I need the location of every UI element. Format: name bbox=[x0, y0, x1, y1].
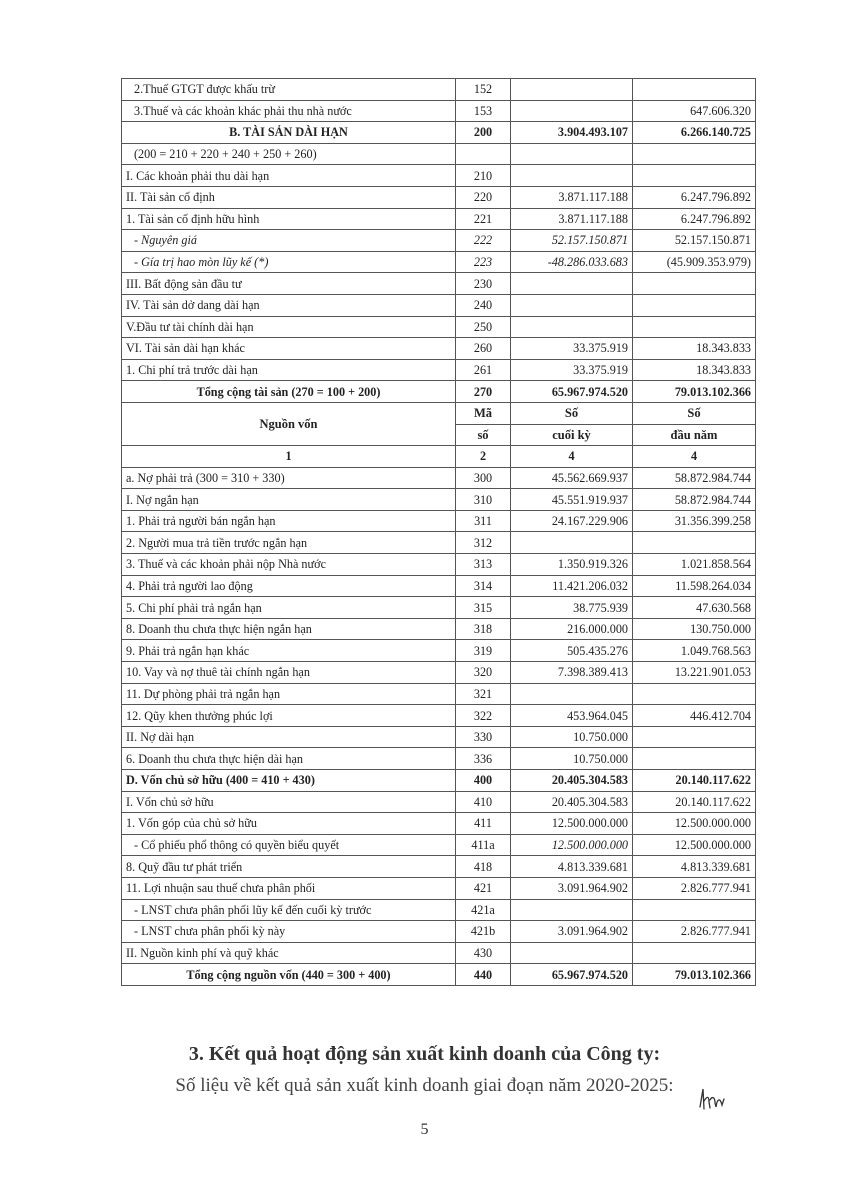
table-row bbox=[122, 510, 756, 532]
row-end-value: 12.500.000.000 bbox=[511, 813, 633, 835]
row-code: 250 bbox=[456, 316, 511, 338]
row-begin-value bbox=[633, 79, 756, 101]
table-row bbox=[122, 251, 756, 273]
row-label: I. Vốn chủ sở hữu bbox=[122, 791, 456, 813]
row-end-value: 216.000.000 bbox=[511, 618, 633, 640]
row-code: 270 bbox=[456, 381, 511, 403]
row-end-value: 38.775.939 bbox=[511, 597, 633, 619]
row-begin-value bbox=[633, 942, 756, 964]
row-end-value: 33.375.919 bbox=[511, 359, 633, 381]
row-code: 330 bbox=[456, 726, 511, 748]
row-begin-value: 52.157.150.871 bbox=[633, 230, 756, 252]
row-end-value: 10.750.000 bbox=[511, 748, 633, 770]
row-label: 11. Lợi nhuận sau thuế chưa phân phối bbox=[122, 877, 456, 899]
header-row bbox=[122, 402, 756, 424]
row-label: B. TÀI SẢN DÀI HẠN bbox=[122, 122, 456, 144]
row-code: 222 bbox=[456, 230, 511, 252]
row-end-value: 11.421.206.032 bbox=[511, 575, 633, 597]
table-row bbox=[122, 208, 756, 230]
table-row bbox=[122, 705, 756, 727]
row-begin-value: 6.247.796.892 bbox=[633, 186, 756, 208]
table-row bbox=[122, 532, 756, 554]
row-end-value: 45.562.669.937 bbox=[511, 467, 633, 489]
row-begin-value bbox=[633, 899, 756, 921]
row-label: 2. Người mua trả tiền trước ngắn hạn bbox=[122, 532, 456, 554]
row-code: 319 bbox=[456, 640, 511, 662]
row-code: 400 bbox=[456, 770, 511, 792]
row-code bbox=[456, 143, 511, 165]
row-label: 12. Qũy khen thưởng phúc lợi bbox=[122, 705, 456, 727]
row-begin-value: 79.013.102.366 bbox=[633, 381, 756, 403]
row-end-value bbox=[511, 143, 633, 165]
row-end-value: 12.500.000.000 bbox=[511, 834, 633, 856]
row-code: 300 bbox=[456, 467, 511, 489]
row-begin-value: 6.266.140.725 bbox=[633, 122, 756, 144]
row-begin-value: (45.909.353.979) bbox=[633, 251, 756, 273]
row-label: VI. Tài sản dài hạn khác bbox=[122, 338, 456, 360]
row-code: 421a bbox=[456, 899, 511, 921]
row-label: I. Các khoản phải thu dài hạn bbox=[122, 165, 456, 187]
table-row bbox=[122, 316, 756, 338]
row-end-value bbox=[511, 683, 633, 705]
table-row bbox=[122, 856, 756, 878]
balance-sheet-table bbox=[121, 78, 755, 986]
table-row bbox=[122, 230, 756, 252]
row-label: 1. Phải trả người bán ngắn hạn bbox=[122, 510, 456, 532]
row-code: 210 bbox=[456, 165, 511, 187]
header-source: Nguồn vốn bbox=[122, 402, 456, 445]
table-row bbox=[122, 662, 756, 684]
row-label: III. Bất động sản đầu tư bbox=[122, 273, 456, 295]
header-end-2: cuối kỳ bbox=[511, 424, 633, 446]
row-end-value: 4.813.339.681 bbox=[511, 856, 633, 878]
table-row bbox=[122, 618, 756, 640]
row-code: 311 bbox=[456, 510, 511, 532]
row-begin-value: 12.500.000.000 bbox=[633, 834, 756, 856]
table-row bbox=[122, 899, 756, 921]
row-begin-value: 446.412.704 bbox=[633, 705, 756, 727]
row-begin-value: 31.356.399.258 bbox=[633, 510, 756, 532]
row-code: 421b bbox=[456, 921, 511, 943]
row-end-value: 1.350.919.326 bbox=[511, 554, 633, 576]
header-begin-1: Số bbox=[633, 402, 756, 424]
row-code: 261 bbox=[456, 359, 511, 381]
row-code: 410 bbox=[456, 791, 511, 813]
colnum-2: 2 bbox=[456, 446, 511, 468]
row-label: - LNST chưa phân phối kỳ này bbox=[122, 921, 456, 943]
row-code: 318 bbox=[456, 618, 511, 640]
table-row bbox=[122, 683, 756, 705]
row-end-value: 7.398.389.413 bbox=[511, 662, 633, 684]
row-end-value: 453.964.045 bbox=[511, 705, 633, 727]
liabilities-header bbox=[122, 402, 756, 467]
row-label: - Gía trị hao mòn lũy kế (*) bbox=[122, 251, 456, 273]
row-code: 220 bbox=[456, 186, 511, 208]
table-row bbox=[122, 726, 756, 748]
row-label: I. Nợ ngắn hạn bbox=[122, 489, 456, 511]
row-code: 315 bbox=[456, 597, 511, 619]
row-label: 11. Dự phòng phải trả ngắn hạn bbox=[122, 683, 456, 705]
row-code: 240 bbox=[456, 294, 511, 316]
row-end-value: 10.750.000 bbox=[511, 726, 633, 748]
row-end-value: 3.871.117.188 bbox=[511, 208, 633, 230]
table-row bbox=[122, 770, 756, 792]
table-row bbox=[122, 273, 756, 295]
row-label: 6. Doanh thu chưa thực hiện dài hạn bbox=[122, 748, 456, 770]
row-begin-value bbox=[633, 165, 756, 187]
row-begin-value: 1.021.858.564 bbox=[633, 554, 756, 576]
row-begin-value: 20.140.117.622 bbox=[633, 770, 756, 792]
table-row bbox=[122, 791, 756, 813]
row-code: 336 bbox=[456, 748, 511, 770]
section-title: 3. Kết quả hoạt động sản xuất kinh doanh của Công ty: bbox=[188, 1043, 661, 1065]
row-code: 153 bbox=[456, 100, 511, 122]
header-code-2: số bbox=[456, 424, 511, 446]
table-row bbox=[122, 467, 756, 489]
row-begin-value: 6.247.796.892 bbox=[633, 208, 756, 230]
table-row bbox=[122, 554, 756, 576]
row-code: 421 bbox=[456, 877, 511, 899]
table-row bbox=[122, 143, 756, 165]
table-row bbox=[122, 640, 756, 662]
row-code: 230 bbox=[456, 273, 511, 295]
row-begin-value: 20.140.117.622 bbox=[633, 791, 756, 813]
row-end-value: 33.375.919 bbox=[511, 338, 633, 360]
row-code: 152 bbox=[456, 79, 511, 101]
table-row bbox=[122, 122, 756, 144]
row-begin-value: 18.343.833 bbox=[633, 338, 756, 360]
row-label: II. Nợ dài hạn bbox=[122, 726, 456, 748]
colnum-1: 1 bbox=[122, 446, 456, 468]
row-label: 5. Chi phí phải trả ngắn hạn bbox=[122, 597, 456, 619]
row-code: 320 bbox=[456, 662, 511, 684]
table-row bbox=[122, 359, 756, 381]
row-end-value: 65.967.974.520 bbox=[511, 381, 633, 403]
row-end-value: 505.435.276 bbox=[511, 640, 633, 662]
row-label: IV. Tài sản dở dang dài hạn bbox=[122, 294, 456, 316]
row-begin-value bbox=[633, 316, 756, 338]
table-row bbox=[122, 597, 756, 619]
row-label: 9. Phải trả ngắn hạn khác bbox=[122, 640, 456, 662]
row-begin-value bbox=[633, 143, 756, 165]
row-label: 8. Doanh thu chưa thực hiện ngắn hạn bbox=[122, 618, 456, 640]
row-code: 430 bbox=[456, 942, 511, 964]
row-end-value: 65.967.974.520 bbox=[511, 964, 633, 986]
row-label: II. Nguồn kinh phí và quỹ khác bbox=[122, 942, 456, 964]
row-end-value: 24.167.229.906 bbox=[511, 510, 633, 532]
table-row bbox=[122, 165, 756, 187]
row-code: 322 bbox=[456, 705, 511, 727]
row-label: 3. Thuế và các khoản phải nộp Nhà nước bbox=[122, 554, 456, 576]
row-end-value: 3.904.493.107 bbox=[511, 122, 633, 144]
row-label: (200 = 210 + 220 + 240 + 250 + 260) bbox=[122, 143, 456, 165]
signature-mark bbox=[697, 1087, 729, 1111]
row-label: Tổng cộng nguồn vốn (440 = 300 + 400) bbox=[122, 964, 456, 986]
row-code: 440 bbox=[456, 964, 511, 986]
row-end-value bbox=[511, 942, 633, 964]
table-row bbox=[122, 489, 756, 511]
row-begin-value: 2.826.777.941 bbox=[633, 877, 756, 899]
row-end-value bbox=[511, 532, 633, 554]
row-code: 314 bbox=[456, 575, 511, 597]
row-begin-value: 1.049.768.563 bbox=[633, 640, 756, 662]
row-label: a. Nợ phải trả (300 = 310 + 330) bbox=[122, 467, 456, 489]
row-end-value: 20.405.304.583 bbox=[511, 791, 633, 813]
table-row bbox=[122, 186, 756, 208]
row-code: 223 bbox=[456, 251, 511, 273]
row-code: 312 bbox=[456, 532, 511, 554]
row-code: 321 bbox=[456, 683, 511, 705]
row-label: 8. Quỹ đầu tư phát triển bbox=[122, 856, 456, 878]
row-code: 260 bbox=[456, 338, 511, 360]
table-row bbox=[122, 877, 756, 899]
row-label: Tổng cộng tài sản (270 = 100 + 200) bbox=[122, 381, 456, 403]
row-code: 418 bbox=[456, 856, 511, 878]
page-number: 5 bbox=[420, 1121, 429, 1138]
row-begin-value: 58.872.984.744 bbox=[633, 489, 756, 511]
header-end-1: Số bbox=[511, 402, 633, 424]
balance-sheet-grid bbox=[121, 78, 756, 986]
row-begin-value: 18.343.833 bbox=[633, 359, 756, 381]
table-row bbox=[122, 921, 756, 943]
row-code: 313 bbox=[456, 554, 511, 576]
row-label: 3.Thuế và các khoản khác phải thu nhà nước bbox=[122, 100, 456, 122]
row-end-value: -48.286.033.683 bbox=[511, 251, 633, 273]
row-end-value: 3.871.117.188 bbox=[511, 186, 633, 208]
row-begin-value: 130.750.000 bbox=[633, 618, 756, 640]
row-begin-value bbox=[633, 683, 756, 705]
row-label: - Nguyên giá bbox=[122, 230, 456, 252]
colnum-3: 4 bbox=[511, 446, 633, 468]
header-code-1: Mã bbox=[456, 402, 511, 424]
table-row bbox=[122, 575, 756, 597]
row-begin-value: 47.630.568 bbox=[633, 597, 756, 619]
row-begin-value: 58.872.984.744 bbox=[633, 467, 756, 489]
row-begin-value bbox=[633, 726, 756, 748]
header-begin-2: đầu năm bbox=[633, 424, 756, 446]
row-code: 411 bbox=[456, 813, 511, 835]
row-end-value bbox=[511, 316, 633, 338]
section-text: Số liệu về kết quả sản xuất kinh doanh giai đoạn năm 2020-2025: bbox=[175, 1075, 674, 1096]
row-code: 221 bbox=[456, 208, 511, 230]
row-label: 1. Tài sản cố định hữu hình bbox=[122, 208, 456, 230]
table-row bbox=[122, 942, 756, 964]
row-begin-value: 4.813.339.681 bbox=[633, 856, 756, 878]
row-begin-value: 11.598.264.034 bbox=[633, 575, 756, 597]
colnum-4: 4 bbox=[633, 446, 756, 468]
row-begin-value bbox=[633, 748, 756, 770]
row-end-value: 45.551.919.937 bbox=[511, 489, 633, 511]
row-code: 200 bbox=[456, 122, 511, 144]
row-begin-value: 647.606.320 bbox=[633, 100, 756, 122]
row-begin-value: 13.221.901.053 bbox=[633, 662, 756, 684]
row-label: V.Đầu tư tài chính dài hạn bbox=[122, 316, 456, 338]
row-end-value bbox=[511, 79, 633, 101]
row-label: 1. Vốn góp của chủ sở hữu bbox=[122, 813, 456, 835]
liabilities-section bbox=[122, 467, 756, 985]
row-end-value: 20.405.304.583 bbox=[511, 770, 633, 792]
table-row bbox=[122, 100, 756, 122]
row-label: 2.Thuế GTGT được khấu trừ bbox=[122, 79, 456, 101]
row-end-value bbox=[511, 294, 633, 316]
row-label: D. Vốn chủ sở hữu (400 = 410 + 430) bbox=[122, 770, 456, 792]
row-label: - Cổ phiếu phổ thông có quyền biểu quyết bbox=[122, 834, 456, 856]
row-end-value bbox=[511, 165, 633, 187]
row-end-value bbox=[511, 100, 633, 122]
row-end-value: 3.091.964.902 bbox=[511, 921, 633, 943]
table-row bbox=[122, 294, 756, 316]
row-label: 4. Phải trả người lao động bbox=[122, 575, 456, 597]
assets-section bbox=[122, 79, 756, 403]
table-row bbox=[122, 79, 756, 101]
table-row bbox=[122, 813, 756, 835]
row-begin-value bbox=[633, 532, 756, 554]
row-end-value: 3.091.964.902 bbox=[511, 877, 633, 899]
table-row bbox=[122, 964, 756, 986]
table-row bbox=[122, 338, 756, 360]
row-begin-value: 12.500.000.000 bbox=[633, 813, 756, 835]
row-begin-value: 2.826.777.941 bbox=[633, 921, 756, 943]
row-label: - LNST chưa phân phối lũy kế đến cuối kỳ trước bbox=[122, 899, 456, 921]
row-end-value: 52.157.150.871 bbox=[511, 230, 633, 252]
row-end-value bbox=[511, 899, 633, 921]
row-label: II. Tài sản cố định bbox=[122, 186, 456, 208]
column-number-row bbox=[122, 446, 756, 468]
row-begin-value bbox=[633, 294, 756, 316]
row-begin-value: 79.013.102.366 bbox=[633, 964, 756, 986]
row-label: 10. Vay và nợ thuê tài chính ngắn hạn bbox=[122, 662, 456, 684]
row-code: 310 bbox=[456, 489, 511, 511]
row-code: 411a bbox=[456, 834, 511, 856]
table-row bbox=[122, 834, 756, 856]
row-begin-value bbox=[633, 273, 756, 295]
row-end-value bbox=[511, 273, 633, 295]
table-row bbox=[122, 381, 756, 403]
row-label: 1. Chi phí trả trước dài hạn bbox=[122, 359, 456, 381]
table-row bbox=[122, 748, 756, 770]
